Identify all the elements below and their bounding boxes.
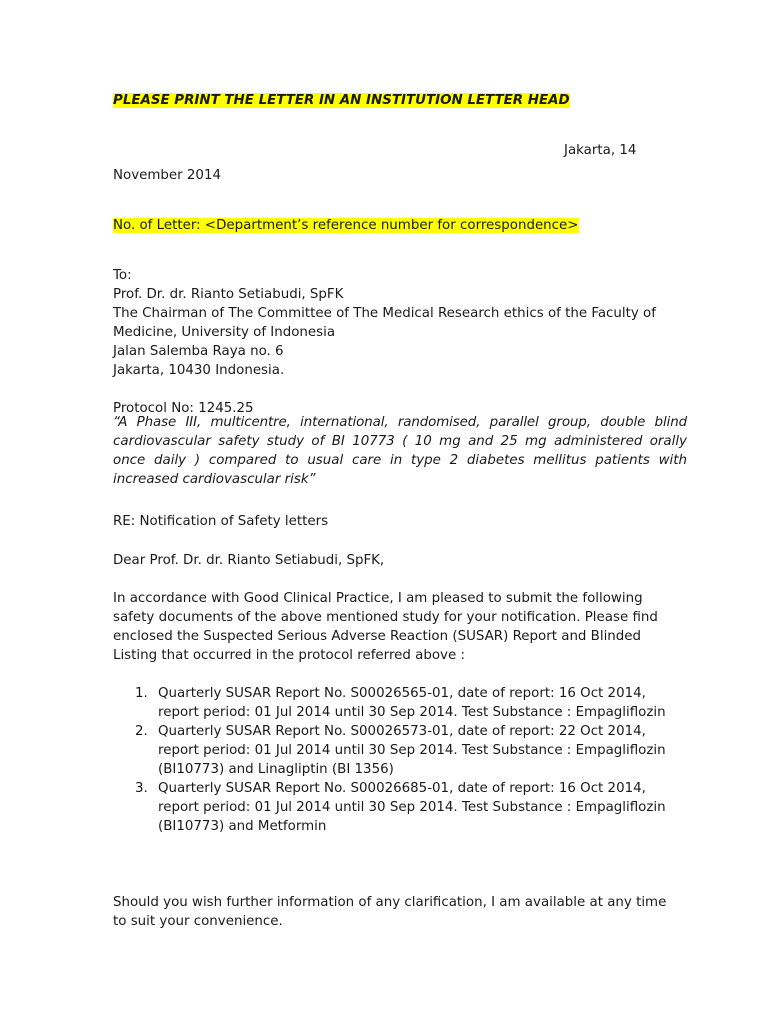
- closing-line: Should you wish further information of any clarification, I am available at any time: [113, 895, 667, 910]
- protocol-title-line: cardiovascular safety study of BI 10773 ( 10 mg and 25 mg administered orally: [113, 434, 687, 449]
- salutation: Dear Prof. Dr. dr. Rianto Setiabudi, SpFK,: [113, 553, 385, 568]
- body-line: enclosed the Suspected Serious Adverse Reaction (SUSAR) Report and Blinded: [113, 629, 642, 644]
- body-line: Listing that occurred in the protocol referred above :: [113, 648, 465, 663]
- to-label: To:: [113, 268, 132, 283]
- protocol-title-line: once daily ) compared to usual care in type 2 diabetes mellitus patients with: [113, 453, 687, 468]
- list-item-line: Quarterly SUSAR Report No. S00026685-01, date of report: 16 Oct 2014,: [158, 781, 646, 796]
- list-item-line: report period: 01 Jul 2014 until 30 Sep 2014. Test Substance : Empagliflozin: [158, 800, 666, 815]
- letter-number-text: No. of Letter: <Department’s reference number for correspondence>: [113, 218, 579, 233]
- list-item-number: 1.: [135, 686, 148, 701]
- recipient-line: The Chairman of The Committee of The Medical Research ethics of the Faculty of: [113, 306, 656, 321]
- body-line: safety documents of the above mentioned study for your notification. Please find: [113, 610, 658, 625]
- protocol-title-line: “A Phase III, multicentre, international, randomised, parallel group, double blind: [113, 415, 687, 430]
- list-item: [113, 722, 713, 779]
- list-item-line: report period: 01 Jul 2014 until 30 Sep 2014. Test Substance : Empagliflozin: [158, 705, 666, 720]
- list-item-line: Quarterly SUSAR Report No. S00026573-01, date of report: 22 Oct 2014,: [158, 724, 646, 739]
- subject-line: RE: Notification of Safety letters: [113, 514, 329, 529]
- report-list: [113, 684, 713, 836]
- letter-number: [113, 216, 579, 235]
- list-item-line: Quarterly SUSAR Report No. S00026565-01, date of report: 16 Oct 2014,: [158, 686, 646, 701]
- print-instruction-text: PLEASE PRINT THE LETTER IN AN INSTITUTION LETTER HEAD: [113, 93, 570, 108]
- date-line-1: Jakarta, 14: [564, 143, 637, 158]
- recipient-line: Jakarta, 10430 Indonesia.: [113, 363, 285, 378]
- list-item-number: 2.: [135, 724, 148, 739]
- print-instruction: [113, 91, 570, 110]
- body-line: In accordance with Good Clinical Practice, I am pleased to submit the following: [113, 591, 643, 606]
- list-item: [113, 779, 713, 836]
- list-item: [113, 684, 713, 722]
- protocol-title-line: increased cardiovascular risk”: [113, 472, 316, 487]
- recipient-line: Medicine, University of Indonesia: [113, 325, 336, 340]
- protocol-title: [113, 413, 687, 489]
- list-item-number: 3.: [135, 781, 148, 796]
- list-item-line: (BI10773) and Metformin: [158, 819, 327, 834]
- date-line-2: November 2014: [113, 168, 221, 183]
- list-item-line: report period: 01 Jul 2014 until 30 Sep 2014. Test Substance : Empagliflozin: [158, 743, 666, 758]
- closing-line: to suit your convenience.: [113, 914, 283, 929]
- recipient-line: Jalan Salemba Raya no. 6: [113, 344, 284, 359]
- recipient-line: Prof. Dr. dr. Rianto Setiabudi, SpFK: [113, 287, 344, 302]
- list-item-line: (BI10773) and Linagliptin (BI 1356): [158, 762, 394, 777]
- protocol-number: Protocol No: 1245.25: [113, 401, 254, 416]
